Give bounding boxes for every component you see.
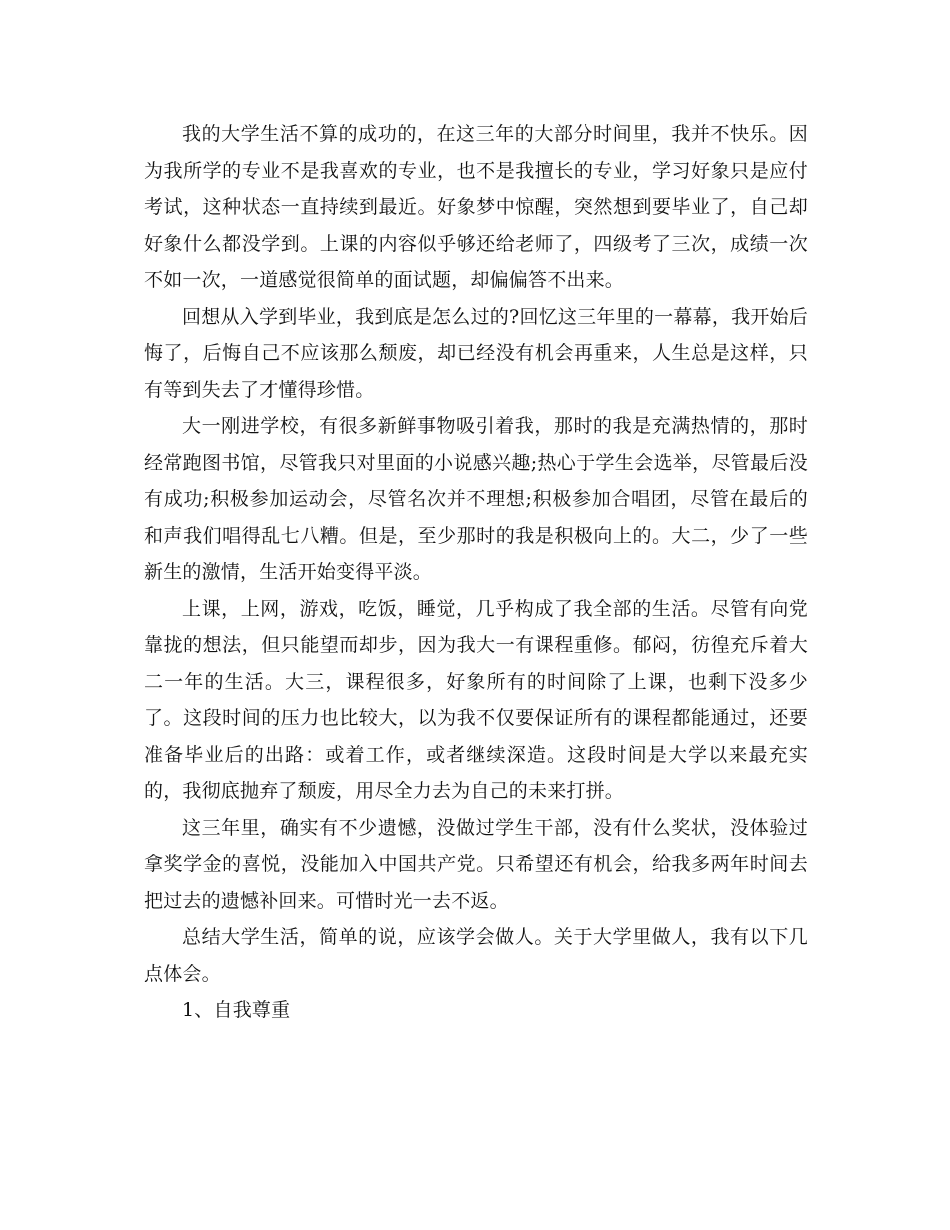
document-body [144, 116, 808, 1029]
paragraph-5: 这三年里，确实有不少遗憾，没做过学生干部，没有什么奖状，没体验过拿奖学金的喜悦，没能加入中国共产党。只希望还有机会，给我多两年时间去把过去的遗憾补回来。可惜时光一去不返。 [144, 816, 808, 912]
paragraph-2: 回想从入学到毕业，我到底是怎么过的?回忆这三年里的一幕幕，我开始后悔了，后悔自己不应该那么颓废，却已经没有机会再重来，人生总是这样，只有等到失去了才懂得珍惜。 [144, 305, 808, 401]
paragraph-1: 我的大学生活不算的成功的，在这三年的大部分时间里，我并不快乐。因为我所学的专业不是我喜欢的专业，也不是我擅长的专业，学习好象只是应付考试，这种状态一直持续到最近。好象梦中惊醒，突然想到要毕业了，自己却好象什么都没学到。上课的内容似乎够还给老师了，四级考了三次，成绩一次不如一次，一道感觉很简单的面试题，却偏偏答不出来。 [144, 123, 808, 291]
paragraph-6: 总结大学生活，简单的说，应该学会做人。关于大学里做人，我有以下几点体会。 [144, 926, 808, 985]
paragraph-4: 上课，上网，游戏，吃饭，睡觉，几乎构成了我全部的生活。尽管有向党靠拢的想法，但只能望而却步，因为我大一有课程重修。郁闷，彷徨充斥着大二一年的生活。大三，课程很多，好象所有的时间除了上课，也剩下没多少了。这段时间的压力也比较大，以为我不仅要保证所有的课程都能通过，还要准备毕业后的出路：或着工作，或者继续深造。这段时间是大学以来最充实的，我彻底抛弃了颓废，用尽全力去为自己的未来打拼。 [144, 597, 808, 802]
paragraph-3: 大一刚进学校，有很多新鲜事物吸引着我，那时的我是充满热情的，那时经常跑图书馆，尽管我只对里面的小说感兴趣;热心于学生会选举，尽管最后没有成功;积极参加运动会，尽管名次并不理想;积极参加合唱团，尽管在最后的和声我们唱得乱七八糟。但是，至少那时的我是积极向上的。大二，少了一些新生的激情，生活开始变得平淡。 [144, 415, 808, 583]
section-heading: 1、自我尊重 [182, 999, 291, 1021]
